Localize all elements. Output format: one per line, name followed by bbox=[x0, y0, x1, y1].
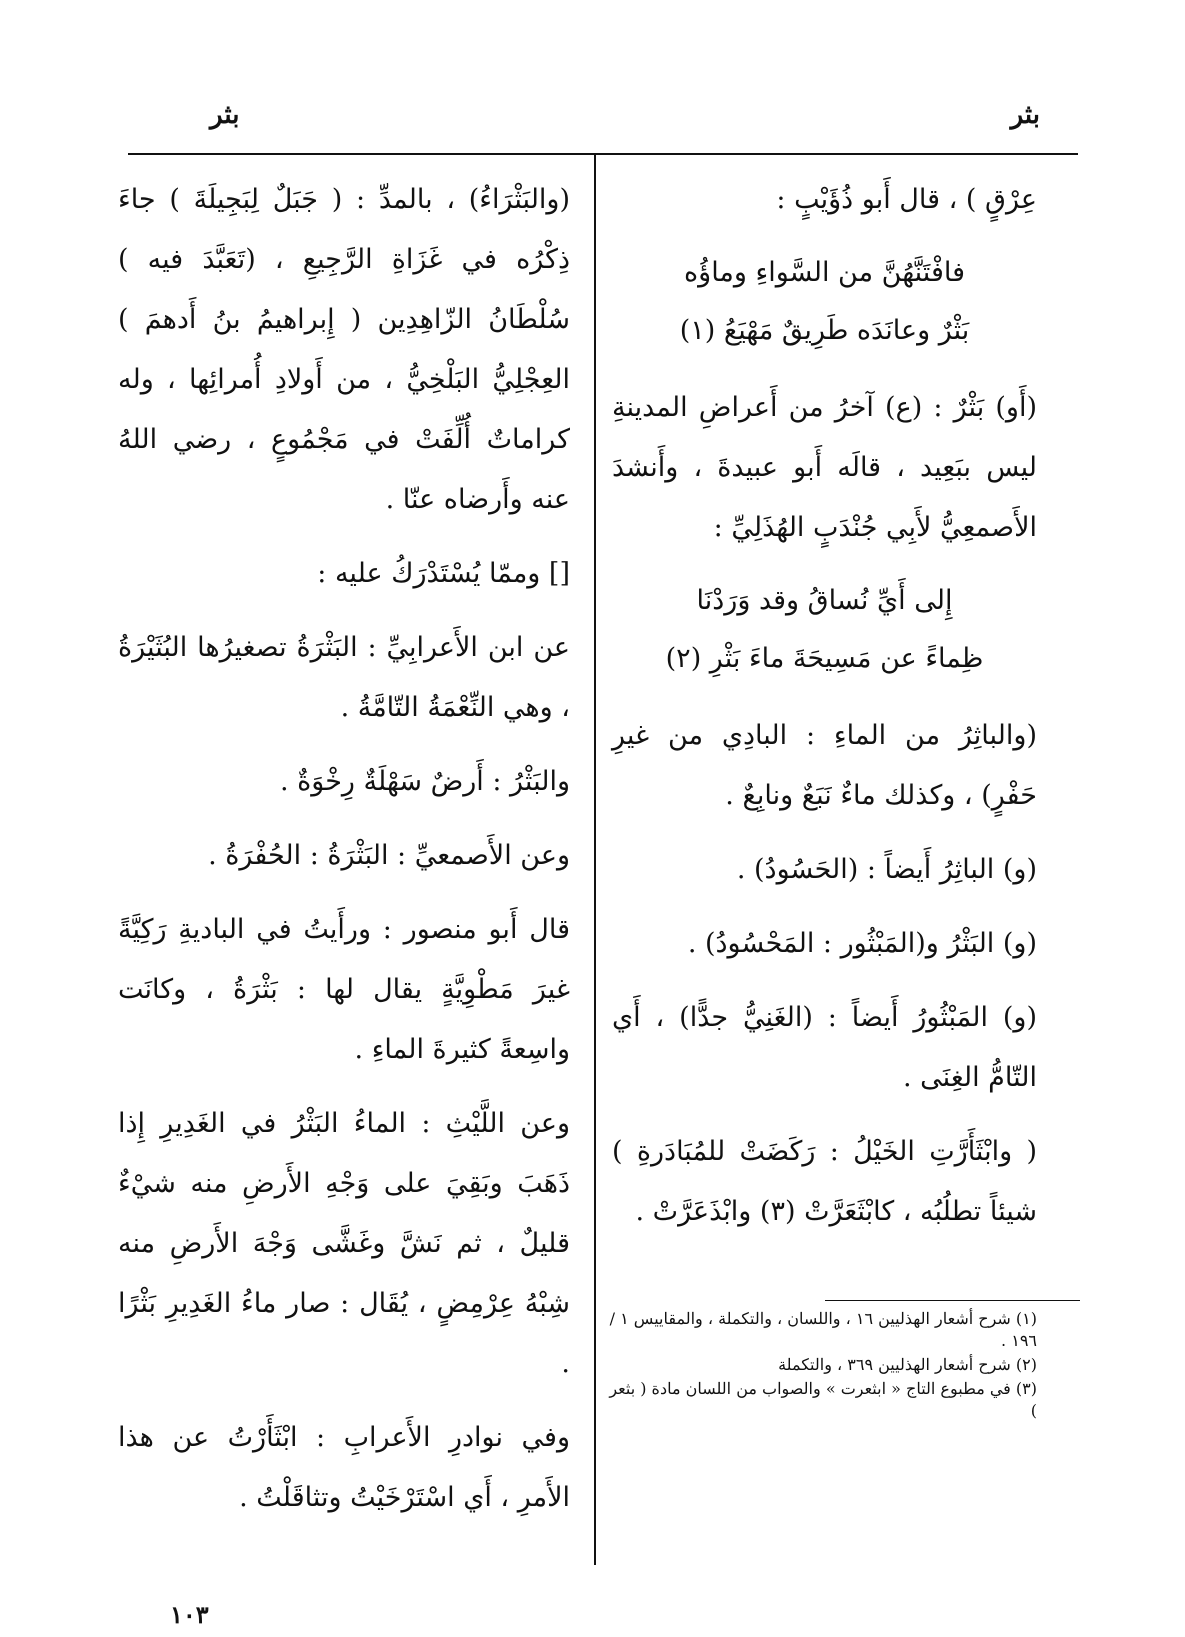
column-divider bbox=[594, 155, 596, 1565]
verse-line: إِلى أَيِّ نُساقُ وقد وَرَدْنَا bbox=[696, 585, 953, 616]
header-rule bbox=[128, 153, 1078, 155]
paragraph: (و) البَثْرُ و(المَبْثُور : المَحْسُودُ) . bbox=[687, 928, 1037, 959]
paragraph: عِرْقٍ ) ، قال أَبو ذُؤَيْبٍ : bbox=[776, 184, 1037, 215]
verse-line: بَثْرٌ وعانَدَه طَرِيقٌ مَهْيَعُ (١) bbox=[679, 315, 970, 346]
footnote: (٢) شرح أشعار الهذليين ٣٦٩ ، والتكملة bbox=[778, 1355, 1037, 1374]
paragraph: وعن اللَّيْثِ : الماءُ البَثْرُ في الغَدِيرِ إِذا ذَهَبَ وبَقِيَ على وَجْهِ الأَرضِ منه شيْءٌ قليلٌ ، ثم نَشَّ وغَشَّى وَجْهَ الأَرضِ منه شِبْهُ عِرْمِضٍ ، يُقَال : صار ماءُ الغَدِيرِ بَثْرًا . bbox=[118, 1108, 570, 1379]
footnote-rule bbox=[825, 1300, 1080, 1301]
paragraph: ( وابْثَأَرَّتِ الخَيْلُ : رَكَضَتْ للمُبَادَرةِ ) شيئاً تطلُبُه ، كابْثَعَرَّتْ (٣) وابْذَعَرَّتْ . bbox=[612, 1136, 1037, 1227]
paragraph: (و) الباثِرُ أَيضاً : (الحَسُودُ) . bbox=[736, 854, 1037, 885]
paragraph: قال أَبو منصور : ورأَيتُ في الباديةِ رَكِيَّةً غيرَ مَطْوِيَّةٍ يقال لها : بَثْرَةُ ، وكانَت واسِعةً كثيرةَ الماءِ . bbox=[118, 914, 570, 1065]
paragraph: (أَو) بَثْرٌ : (ع) آخرُ من أَعراضِ المدينةِ ليس ببَعِيد ، قالَه أَبو عبيدةَ ، وأَنشدَ الأَصمعِيُّ لأَبِي جُنْدَبٍ الهُذَلِيِّ : bbox=[612, 392, 1037, 543]
footnote: (١) شرح أشعار الهذليين ١٦ ، واللسان ، والتكملة ، والمقاييس ١ /١٩٦ . bbox=[609, 1309, 1037, 1350]
paragraph: (والباثِرُ من الماءِ : البادِي من غيرِ حَفْرٍ) ، وكذلك ماءٌ نَبَعٌ ونابِعٌ . bbox=[612, 720, 1037, 811]
running-head-right: بثر bbox=[1010, 100, 1040, 130]
verse-line: ظِماءً عن مَسِيحَةَ ماءَ بَثْرِ (٢) bbox=[665, 643, 984, 674]
verse-line: فافْتَنَّهُنَّ من السَّواءِ وماؤُه bbox=[684, 257, 965, 288]
paragraph: عن ابن الأَعرابِيِّ : البَثْرَةُ تصغيرُها البُثَيْرَةُ ، وهي النِّعْمَةُ التّامَّةُ . bbox=[118, 632, 570, 723]
paragraph: (و) المَبْثُورُ أَيضاً : (الغَنِيُّ جدًّا) ، أَي التّامُّ الغِنَى . bbox=[612, 1002, 1037, 1093]
running-head-left: بثر bbox=[210, 100, 240, 130]
paragraph: وفي نوادرِ الأَعرابِ : ابْثَأَرْتُ عن هذا الأَمرِ ، أَي اسْتَرْخَيْتُ وتثاقَلْتُ . bbox=[118, 1422, 570, 1513]
left-column bbox=[118, 170, 570, 1542]
paragraph: والبَثْرُ : أَرضٌ سَهْلَةٌ رِخْوَةٌ . bbox=[279, 766, 570, 797]
verse bbox=[612, 572, 1037, 688]
right-column bbox=[612, 170, 1037, 1256]
page-number: ١٠٣ bbox=[170, 1600, 209, 1629]
paragraph: (والبَثْرَاءُ) ، بالمدِّ : ( جَبَلٌ لِبَجِيلَةَ ) جاءَ ذِكْرُه في غَزَاةِ الرَّجِيعِ ، (تَعَبَّدَ فيه ) سُلْطَانُ الزّاهِدِين ( إِبراهيمُ بنُ أَدهمَ ) العِجْلِيُّ البَلْخِيُّ ، من أَولادِ أُمرائِها ، وله كراماتٌ أُلِّفَتْ في مَجْمُوعٍ ، رضي اللهُ عنه وأَرضاه عنّا . bbox=[118, 184, 570, 515]
verse bbox=[612, 244, 1037, 360]
paragraph: وعن الأَصمعيِّ : البَثْرَةُ : الحُفْرَةُ . bbox=[208, 840, 570, 871]
footnote: (٣) في مطبوع التاج « ابثعرت » والصواب من اللسان مادة ( بثعر ) bbox=[609, 1379, 1037, 1420]
paragraph: [] وممّا يُسْتَدْرَكُ عليه : bbox=[317, 558, 570, 589]
footnotes bbox=[607, 1308, 1037, 1424]
